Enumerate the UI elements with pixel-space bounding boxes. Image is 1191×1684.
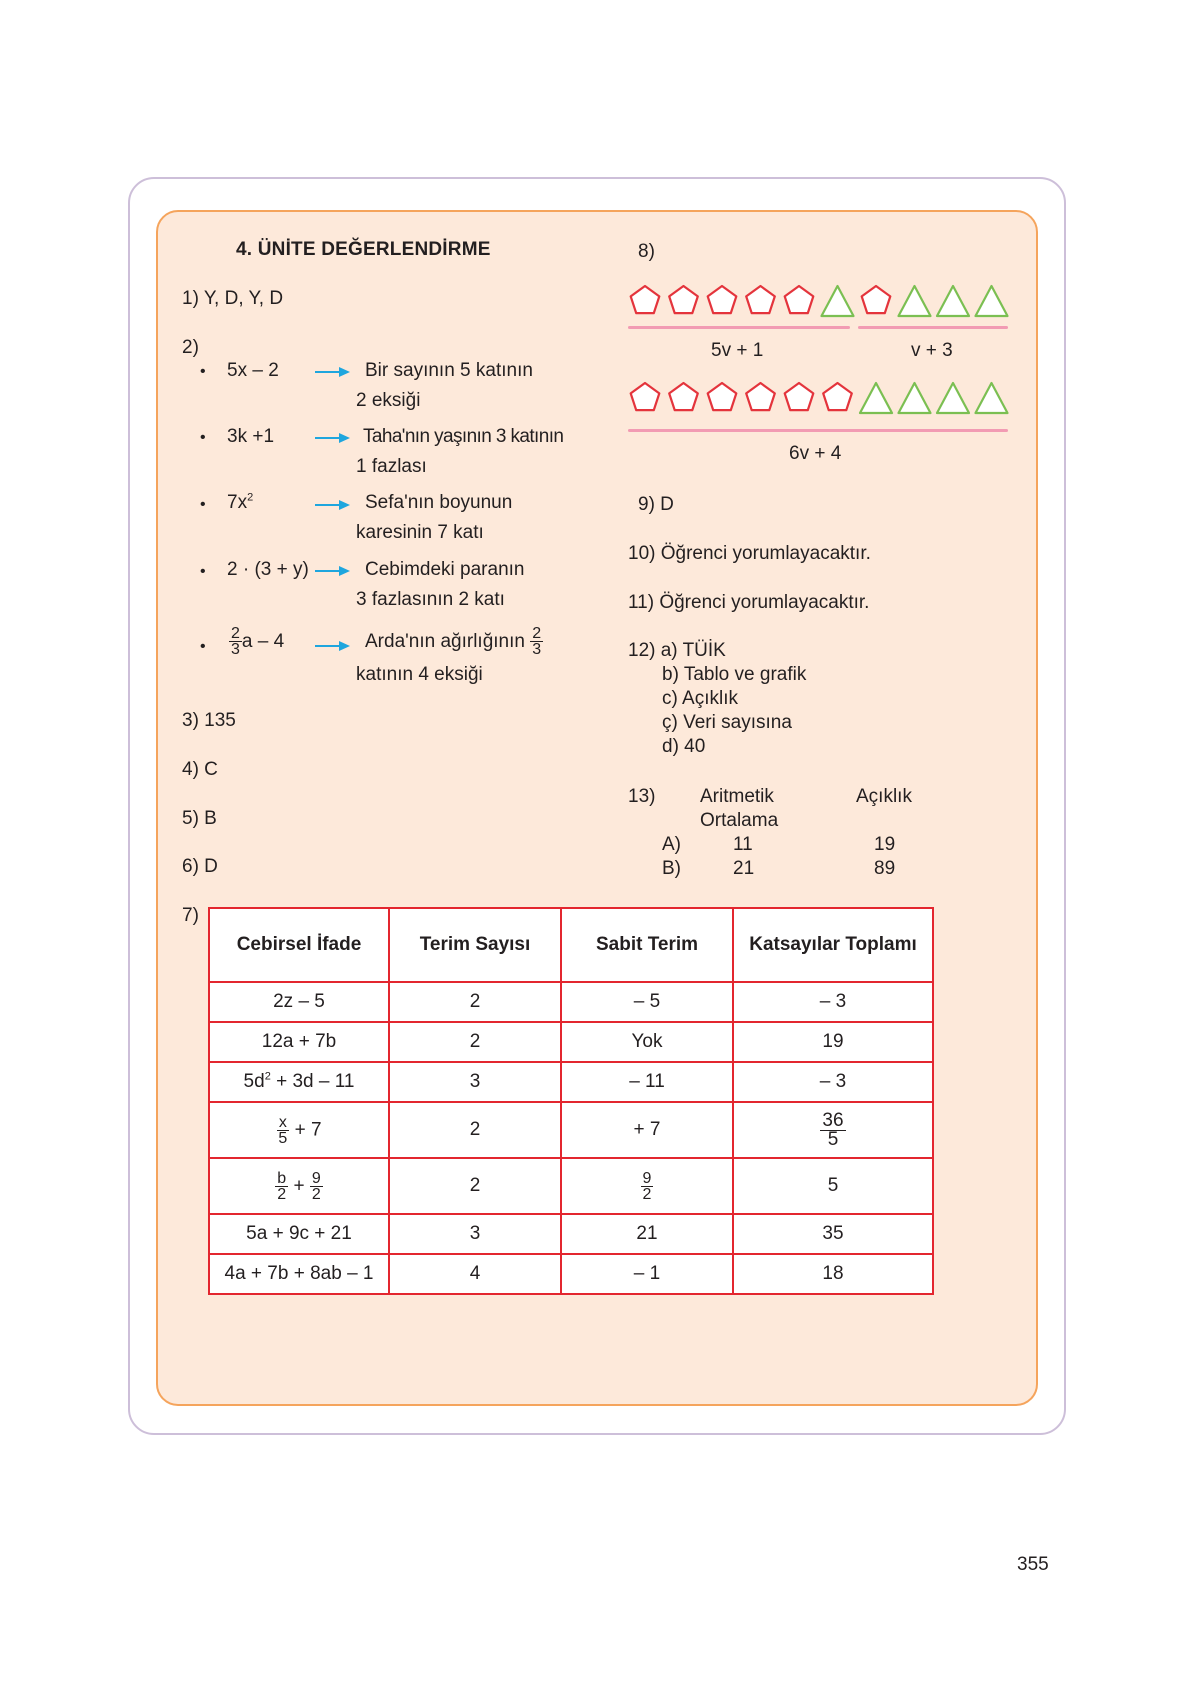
bullet: •: [200, 363, 206, 380]
expression: 5x – 2: [227, 360, 279, 381]
table-row: [209, 1022, 933, 1062]
cell-expression: $\frac{b}{2}$ + $\frac{9}{2}$: [209, 1158, 389, 1214]
triangle-shape: [822, 286, 854, 316]
answer-8-label: 8): [638, 241, 655, 262]
cell-expression: 4a + 7b + 8ab – 1: [209, 1254, 389, 1294]
arrow-right-icon: [315, 565, 351, 577]
expression: $7x^2$: [227, 491, 254, 513]
description-line: Arda'nın ağırlığının $\frac{2}{3}$: [365, 625, 542, 659]
header-mean: Ortalama: [700, 810, 779, 831]
answer-1: 1) Y, D, Y, D: [182, 288, 284, 309]
cell-terms: 3: [389, 1214, 561, 1254]
table-row: [209, 1102, 933, 1158]
cell-expression: 5a + 9c + 21: [209, 1214, 389, 1254]
triangle-shape: [937, 286, 969, 316]
triangle-shape: [976, 286, 1008, 316]
pentagon-shape: [785, 383, 814, 410]
pentagon-shape: [746, 286, 775, 313]
table-row: [209, 1062, 933, 1102]
cell-terms: 2: [389, 982, 561, 1022]
cell-expression: 12a + 7b: [209, 1022, 389, 1062]
table-row: [209, 982, 933, 1022]
row-mean: 21: [733, 858, 755, 879]
header-cell: Cebirsel İfade: [209, 908, 389, 982]
bullet: •: [200, 563, 206, 580]
answer-12cc: ç) Veri sayısına: [662, 712, 792, 733]
label-5v-plus-1: 5v + 1: [711, 340, 764, 361]
cell-sum: – 3: [733, 1062, 933, 1102]
expression: 3k +1: [227, 426, 275, 447]
header-cell: Terim Sayısı: [389, 908, 561, 982]
cell-terms: 2: [389, 1022, 561, 1062]
pentagon-shape: [823, 383, 852, 410]
cell-sum: $\frac{36}{5}$: [733, 1102, 933, 1158]
cell-constant: + 7: [561, 1102, 733, 1158]
pentagon-shape: [631, 383, 660, 410]
cell-constant: Yok: [561, 1022, 733, 1062]
cell-sum: 18: [733, 1254, 933, 1294]
cell-sum: 19: [733, 1022, 933, 1062]
answer-4: 4) C: [182, 759, 218, 780]
page-number: 355: [1017, 1554, 1049, 1575]
cell-terms: 3: [389, 1062, 561, 1102]
header-cell: Sabit Terim: [561, 908, 733, 982]
table-row: [209, 1214, 933, 1254]
cell-expression: 2z – 5: [209, 982, 389, 1022]
header-cell: Katsayılar Toplamı: [733, 908, 933, 982]
arrow-right-icon: [315, 366, 351, 378]
cell-constant: – 11: [561, 1062, 733, 1102]
description-line: Sefa'nın boyunun: [365, 492, 513, 513]
label-6v-plus-4: 6v + 4: [789, 443, 842, 464]
cell-expression: $5d^2 + 3d - 11$: [209, 1062, 389, 1102]
pentagon-shape: [862, 286, 891, 313]
bullet: •: [200, 429, 206, 446]
table-row: [209, 1254, 933, 1294]
answer-9: 9) D: [638, 494, 674, 515]
triangle-shape: [860, 383, 892, 413]
answer-12b: b) Tablo ve grafik: [662, 664, 807, 685]
label-v-plus-3: v + 3: [911, 340, 953, 361]
pentagon-shape: [669, 286, 698, 313]
answer-13-label: 13): [628, 786, 656, 807]
row-range: 89: [874, 858, 896, 879]
description-line: Cebimdeki paranın: [365, 559, 525, 580]
description-line: 3 fazlasının 2 katı: [356, 589, 505, 610]
cell-terms: 2: [389, 1102, 561, 1158]
answer-7-label: 7): [182, 905, 199, 926]
description-line: 1 fazlası: [356, 456, 427, 477]
pentagon-shape: [785, 286, 814, 313]
pentagon-shape: [708, 286, 737, 313]
answer-12a: 12) a) TÜİK: [628, 640, 726, 661]
shape-row-2: [626, 377, 1016, 417]
arrow-right-icon: [315, 499, 351, 511]
bracket-6v-plus-4: [628, 429, 1008, 432]
cell-sum: – 3: [733, 982, 933, 1022]
answer-11: 11) Öğrenci yorumlayacaktır.: [628, 592, 870, 613]
algebra-table: [208, 907, 934, 1295]
pentagon-shape: [631, 286, 660, 313]
answer-3: 3) 135: [182, 710, 236, 731]
row-mean: 11: [733, 834, 753, 855]
triangle-shape: [976, 383, 1008, 413]
row-name: B): [662, 858, 681, 879]
bracket-v-plus-3: [858, 326, 1008, 329]
bracket-5v-plus-1: [628, 326, 850, 329]
triangle-shape: [937, 383, 969, 413]
cell-constant: – 5: [561, 982, 733, 1022]
pentagon-shape: [708, 383, 737, 410]
expression: 2 · (3 + y): [227, 559, 309, 580]
table-header-row: [209, 908, 933, 982]
cell-terms: 4: [389, 1254, 561, 1294]
triangle-shape: [899, 383, 931, 413]
description-line: karesinin 7 katı: [356, 522, 484, 543]
cell-constant: – 1: [561, 1254, 733, 1294]
arrow-right-icon: [315, 640, 351, 652]
answer-12d: d) 40: [662, 736, 706, 757]
answer-2-label: 2): [182, 337, 199, 358]
cell-constant: $\frac{9}{2}$: [561, 1158, 733, 1214]
bullet: •: [200, 496, 206, 513]
cell-sum: 5: [733, 1158, 933, 1214]
answer-6: 6) D: [182, 856, 218, 877]
header-range: Açıklık: [856, 786, 912, 807]
table-row: [209, 1158, 933, 1214]
pentagon-shape: [746, 383, 775, 410]
bullet: •: [200, 638, 206, 655]
row-range: 19: [874, 834, 896, 855]
pentagon-shape: [669, 383, 698, 410]
cell-constant: 21: [561, 1214, 733, 1254]
description-line: Taha'nın yaşının 3 katının: [363, 426, 564, 447]
triangle-shape: [899, 286, 931, 316]
answer-12c: c) Açıklık: [662, 688, 739, 709]
description-line: 2 eksiği: [356, 390, 421, 411]
description-line: Bir sayının 5 katının: [365, 360, 533, 381]
header-mean: Aritmetik: [700, 786, 774, 807]
description-line: katının 4 eksiği: [356, 664, 483, 685]
answer-10: 10) Öğrenci yorumlayacaktır.: [628, 543, 871, 564]
arrow-right-icon: [315, 432, 351, 444]
unit-title: 4. ÜNİTE DEĞERLENDİRME: [236, 239, 491, 260]
expression: $\frac{2}{3}$ a – 4: [231, 625, 285, 659]
cell-terms: 2: [389, 1158, 561, 1214]
shape-row-1: [626, 280, 1016, 320]
cell-sum: 35: [733, 1214, 933, 1254]
answer-5: 5) B: [182, 808, 217, 829]
row-name: A): [662, 834, 681, 855]
cell-expression: $\frac{x}{5}$ + 7: [209, 1102, 389, 1158]
